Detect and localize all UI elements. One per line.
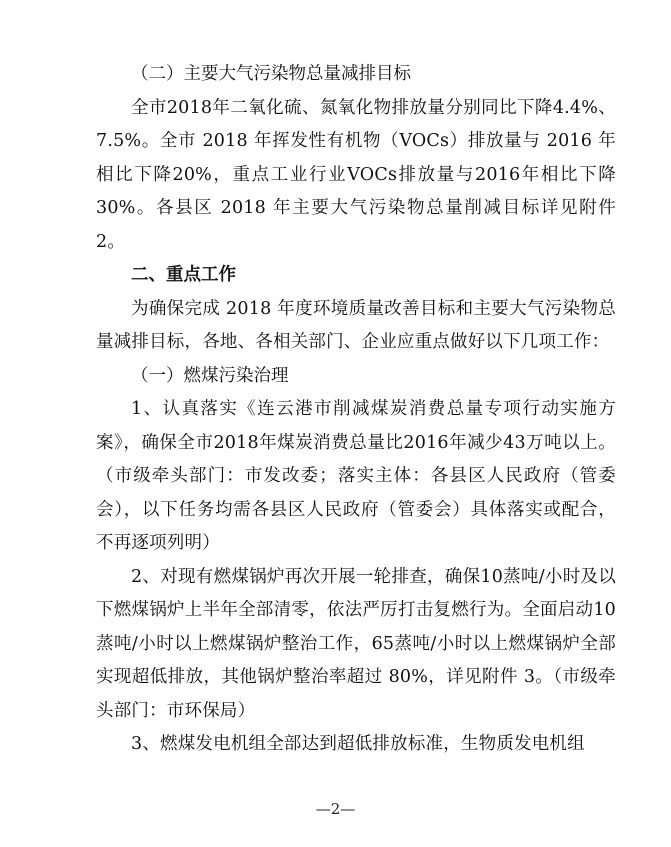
page-number: —2—	[315, 800, 356, 818]
section-heading-emission-targets: （二）主要大气污染物总量减排目标	[131, 64, 411, 84]
section-heading-coal-pollution: （一）燃煤污染治理	[131, 365, 289, 386]
document-body	[96, 58, 616, 762]
paragraph-item-1: 1、认真落实《连云港市削减煤炭消费总量专项行动实施方案》，确保全市2018年煤炭消费总量比2016年减少43万吨以上。（市级牵头部门：市发改委；落实主体：各县区人民政府（管委会），以下任务均需各县区人民政府（管委会）具体落实或配合，不再逐项列明）	[96, 399, 616, 553]
paragraph-item-3: 3、燃煤发电机组全部达到超低排放标准，生物质发电机组	[131, 734, 585, 754]
paragraph-item-2: 2、对现有燃煤锅炉再次开展一轮排查，确保10蒸吨/小时及以下燃煤锅炉上半年全部清零，依法严厉打击复燃行为。全面启动10蒸吨/小时以上燃煤锅炉整治工作，65蒸吨/小时以上燃煤锅炉全部实现超低排放，其他锅炉整治率超过 80%，详见附件 3。（市级牵头部门：市环保局）	[96, 566, 616, 721]
paragraph-emission-targets: 全市2018年二氧化硫、氮氧化物排放量分别同比下降4.4%、7.5%。全市 2018 年挥发性有机物（VOCs）排放量与 2016 年相比下降20%，重点工业行业VOCs排放量与2016年相比下降30%。各县区 2018 年主要大气污染物总量削减目标详见附件 2。	[96, 97, 616, 252]
section-heading-key-work: 二、重点工作	[131, 265, 236, 285]
paragraph-key-work-intro: 为确保完成 2018 年度环境质量改善目标和主要大气污染物总量减排目标，各地、各相关部门、企业应重点做好以下几项工作：	[96, 298, 616, 352]
